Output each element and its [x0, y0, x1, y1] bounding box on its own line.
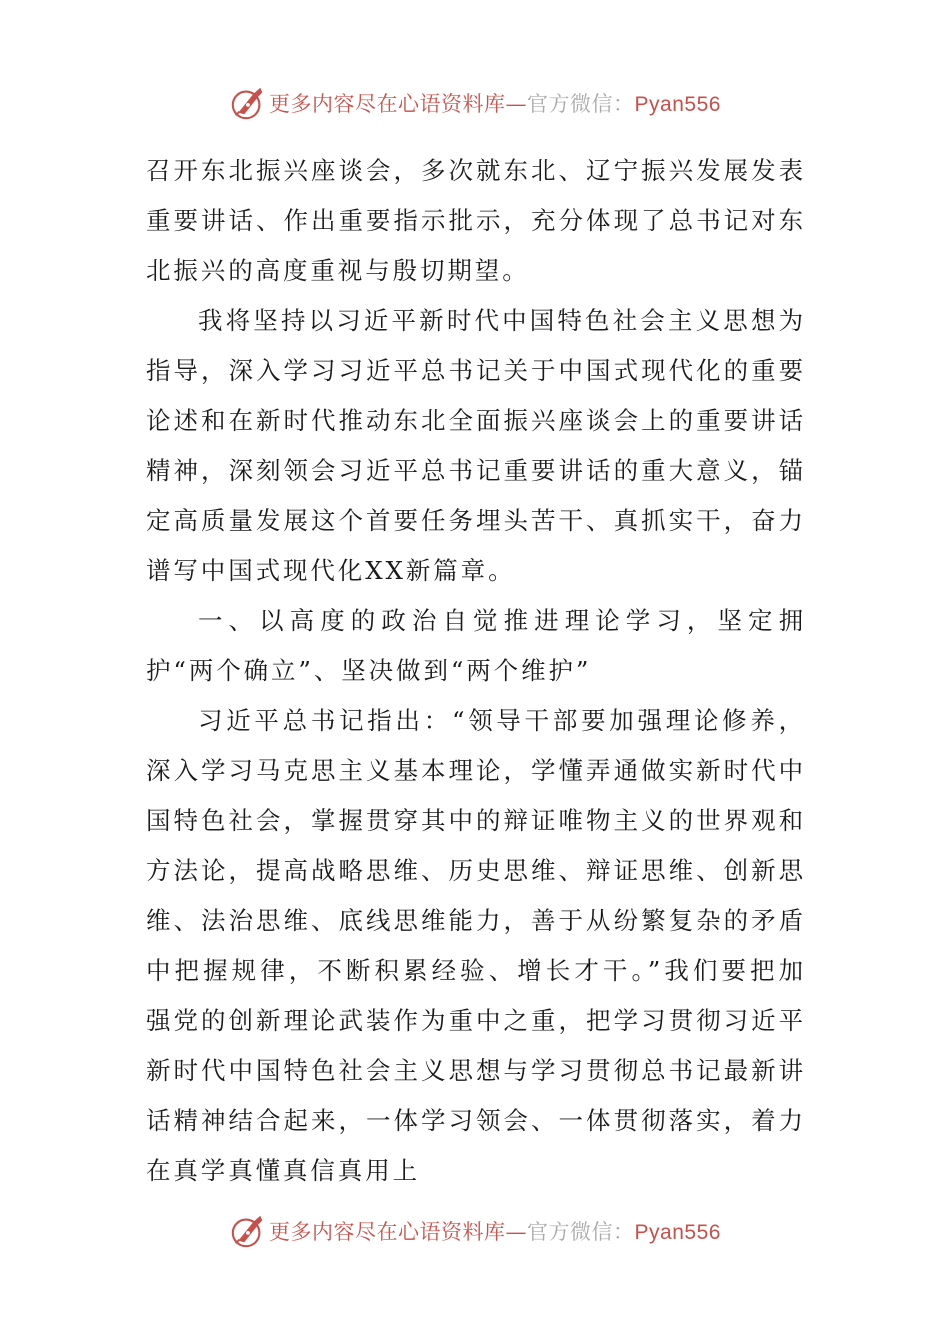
banner-text	[269, 1216, 721, 1246]
banner-brand: 更多内容尽在心语资料库	[269, 92, 506, 116]
pen-nib-logo-icon	[229, 1212, 267, 1250]
document-body	[146, 146, 806, 1196]
banner-wechat-label: 官方微信：	[527, 92, 635, 116]
pen-nib-logo-icon	[229, 84, 267, 122]
paragraph-intro: 我将坚持以习近平新时代中国特色社会主义思想为指导，深入学习习近平总书记关于中国式现代化的重要论述和在新时代推动东北全面振兴座谈会上的重要讲话精神，深刻领会习近平总书记重要讲话的重大意义，锚定高质量发展这个首要任务埋头苦干、真抓实干，奋力谱写中国式现代化XX新篇章。	[146, 306, 806, 585]
section-heading-1: 一、以高度的政治自觉推进理论学习，坚定拥护“两个确立”、坚决做到“两个维护”	[146, 606, 806, 685]
header-banner	[0, 83, 950, 123]
banner-wechat-id: Pyan556	[634, 93, 721, 116]
banner-wechat-id: Pyan556	[634, 1221, 721, 1244]
footer-banner	[0, 1211, 950, 1251]
banner-dash: —	[505, 1220, 528, 1244]
banner-dash: —	[505, 92, 528, 116]
paragraph-section-1: 习近平总书记指出：“领导干部要加强理论修养，深入学习马克思主义基本理论，学懂弄通做实新时代中国特色社会，掌握贯穿其中的辩证唯物主义的世界观和方法论，提高战略思维、历史思维、辩证思维、创新思维、法治思维、底线思维能力，善于从纷繁复杂的矛盾中把握规律，不断积累经验、增长才干。”我们要把加强党的创新理论武装作为重中之重，把学习贯彻习近平新时代中国特色社会主义思想与学习贯彻总书记最新讲话精神结合起来，一体学习领会、一体贯彻落实，着力在真学真懂真信真用上	[146, 706, 806, 1185]
banner-text	[269, 88, 721, 118]
banner-brand: 更多内容尽在心语资料库	[269, 1220, 506, 1244]
banner-wechat-label: 官方微信：	[527, 1220, 635, 1244]
paragraph-continuation: 召开东北振兴座谈会，多次就东北、辽宁振兴发展发表重要讲话、作出重要指示批示，充分体现了总书记对东北振兴的高度重视与殷切期望。	[146, 156, 806, 285]
